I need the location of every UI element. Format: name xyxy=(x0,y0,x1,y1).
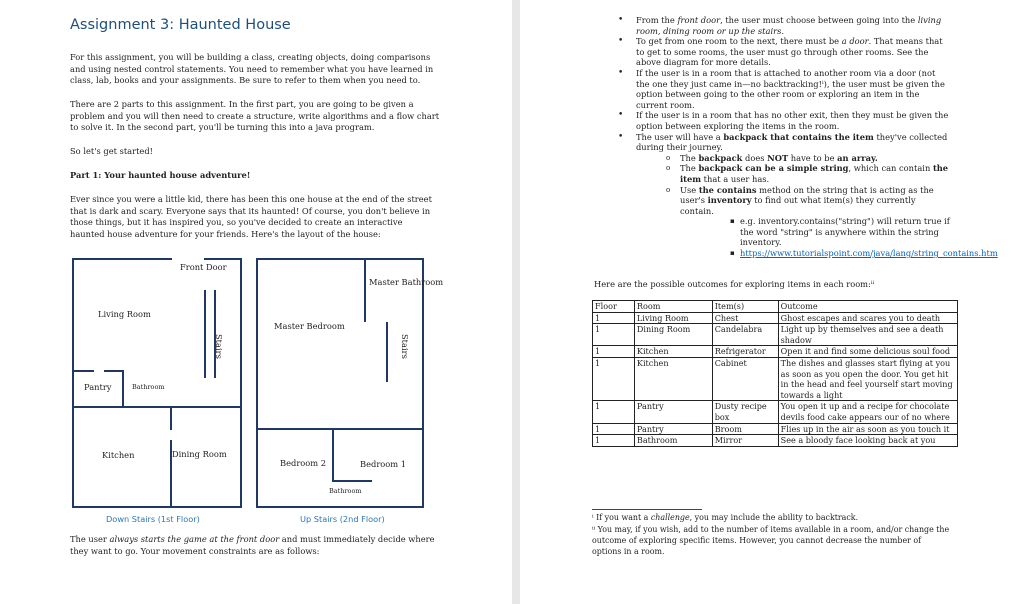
table-cell: Dining Room xyxy=(634,324,712,346)
stairs-label-down: Stairs xyxy=(214,334,224,359)
table-cell: Cabinet xyxy=(712,357,778,400)
list-item: o The backpack can be a simple string, which can contain the item that a user has. xyxy=(636,163,950,184)
string-contains-link[interactable]: https://www.tutorialspoint.com/java/lang/string_contains.htm xyxy=(740,248,998,259)
table-cell: Living Room xyxy=(634,312,712,324)
master-bathroom-label: Master Bathroom xyxy=(369,277,444,287)
table-cell: 1 xyxy=(593,435,635,447)
front-door-label: Front Door xyxy=(180,262,227,272)
table-row xyxy=(593,324,958,346)
table-header-row xyxy=(593,301,958,313)
table-cell: The dishes and glasses start flying at you as soon as you open the door. You get hit in the head and feel yourself start moving towards a light xyxy=(778,357,957,400)
table-header: Item(s) xyxy=(712,301,778,313)
lets-start-text: So let's get started! xyxy=(70,146,153,156)
table-row xyxy=(593,357,958,400)
table-cell: 1 xyxy=(593,346,635,358)
bedroom-1-label: Bedroom 1 xyxy=(360,459,407,469)
table-row xyxy=(593,346,958,358)
list-item: o Use the contains method on the string that is acting as the user's inventory to find out what item(s) they currently contain. ▪ e.g. inventory.contains("string") will return true if the word "string" is anywhere within the string inventory. ▪ https://www.tutorialspoint.com/java/lang/string_contains.htm xyxy=(636,185,950,259)
outcomes-table xyxy=(592,300,958,447)
table-cell: You open it up and a recipe for chocolate devils food cake appears our of no where xyxy=(778,401,957,423)
table-cell: Flies up in the air as soon as you touch it xyxy=(778,423,957,435)
pantry-label: Pantry xyxy=(84,382,112,392)
part1-heading: Part 1: Your haunted house adventure! xyxy=(70,170,251,180)
table-cell: 1 xyxy=(593,357,635,400)
dining-room-label: Dining Room xyxy=(172,449,227,459)
story-paragraph: Ever since you were a little kid, there has been this one house at the end of the street that is dark and scary. Everyone says that its haunted! Of course, you don't believe in those things, but it has inspired you, so you've decided to create an interactive haunted house adventure for your friends. Here's the layout of the house: xyxy=(70,194,432,239)
right-page xyxy=(520,0,1024,604)
footnote-1: ⁱ If you want a challenge, you may include the ability to backtrack. xyxy=(592,513,859,522)
list-item: • If the user is in a room that is attached to another room via a door (not the one they just came in—no backtracking!ⁱ), the user must be given the option between going to the other room or exploring an item in the current room. xyxy=(610,68,950,110)
page-title: Assignment 3: Haunted House xyxy=(70,17,291,33)
table-cell: Bathroom xyxy=(634,435,712,447)
list-item: o The backpack does NOT have to be an array. xyxy=(636,153,950,164)
table-cell: 1 xyxy=(593,401,635,423)
table-cell: Dusty recipe box xyxy=(712,401,778,423)
table-cell: Chest xyxy=(712,312,778,324)
movement-constraints-list xyxy=(610,15,998,259)
list-item: • The user will have a backpack that contains the item they've collected during their journey. o The backpack does NOT have to be an array. o The backpack can be a simple string, which can contain the item that a user has. o Use the contains method on the string that is acting as the user's inventory to find out what item(s) they currently contain. ▪ e.g. inventory.contains("string") will return true if the word "string" is anywhere within the string inventory. ▪ https://www.tutorialspoint.com/java/lang/string_contains.htm xyxy=(610,132,950,259)
front-door-paragraph: The user always starts the game at the front door and must immediately decide where they want to go. Your movement constraints are as follows: xyxy=(70,534,435,556)
table-cell: Pantry xyxy=(634,401,712,423)
table-cell: Light up by themselves and see a death shadow xyxy=(778,324,957,346)
outcomes-intro: Here are the possible outcomes for exploring items in each room:ⁱⁱ xyxy=(594,279,875,289)
table-row xyxy=(593,435,958,447)
table-cell: Kitchen xyxy=(634,357,712,400)
list-item: • If the user is in a room that has no other exit, then they must be given the option between exploring the items in the room. xyxy=(610,110,950,131)
intro-paragraph-2: There are 2 parts to this assignment. In the first part, you are going to be given a problem and you will then need to create a structure, write algorithms and a flow chart to solve it. In the second part, you'll be turning this into a java program. xyxy=(70,99,440,133)
table-cell: Open it and find some delicious soul food xyxy=(778,346,957,358)
intro-paragraph-1: For this assignment, you will be building a class, creating objects, doing comparisons and using nested control statements. You need to remember what you have learned in class, lab, books and your assignments. Be sure to refer to them when you need to. xyxy=(70,52,434,86)
bathroom-label-up: Bathroom xyxy=(329,487,362,495)
table-cell: 1 xyxy=(593,423,635,435)
table-cell: 1 xyxy=(593,324,635,346)
table-row xyxy=(593,312,958,324)
list-item: • To get from one room to the next, there must be a door. That means that to get to some rooms, the user must go through other rooms. See the above diagram for more details. xyxy=(610,36,950,68)
list-item xyxy=(680,248,998,259)
bedroom-2-label: Bedroom 2 xyxy=(280,458,327,468)
upstairs-floor-plan xyxy=(256,258,424,508)
table-row xyxy=(593,423,958,435)
table-header: Floor xyxy=(593,301,635,313)
table-cell: Kitchen xyxy=(634,346,712,358)
kitchen-label: Kitchen xyxy=(102,450,135,460)
table-header: Outcome xyxy=(778,301,957,313)
footnote-divider xyxy=(592,509,702,510)
living-room-label: Living Room xyxy=(98,309,151,319)
table-cell: Mirror xyxy=(712,435,778,447)
list-item: • From the front door, the user must choose between going into the living room, dining room or up the stairs. xyxy=(610,15,950,36)
table-cell: Candelabra xyxy=(712,324,778,346)
table-cell: Refrigerator xyxy=(712,346,778,358)
bathroom-label-down: Bathroom xyxy=(132,383,165,391)
footnote-2: ⁱⁱ You may, if you wish, add to the number of items available in a room, and/or change the outcome of exploring specific items. However, you cannot decrease the number of options in a room. xyxy=(592,525,950,556)
table-cell: 1 xyxy=(593,312,635,324)
downstairs-caption: Down Stairs (1st Floor) xyxy=(106,514,200,524)
list-item: ▪ e.g. inventory.contains("string") will return true if the word "string" is anywhere within the string inventory. xyxy=(680,216,950,248)
master-bedroom-label: Master Bedroom xyxy=(274,321,345,331)
table-cell: Pantry xyxy=(634,423,712,435)
upstairs-caption: Up Stairs (2nd Floor) xyxy=(300,514,385,524)
table-row xyxy=(593,401,958,423)
stairs-label-up: Stairs xyxy=(400,334,410,359)
table-cell: See a bloody face looking back at you xyxy=(778,435,957,447)
table-cell: Ghost escapes and scares you to death xyxy=(778,312,957,324)
table-header: Room xyxy=(634,301,712,313)
table-cell: Broom xyxy=(712,423,778,435)
